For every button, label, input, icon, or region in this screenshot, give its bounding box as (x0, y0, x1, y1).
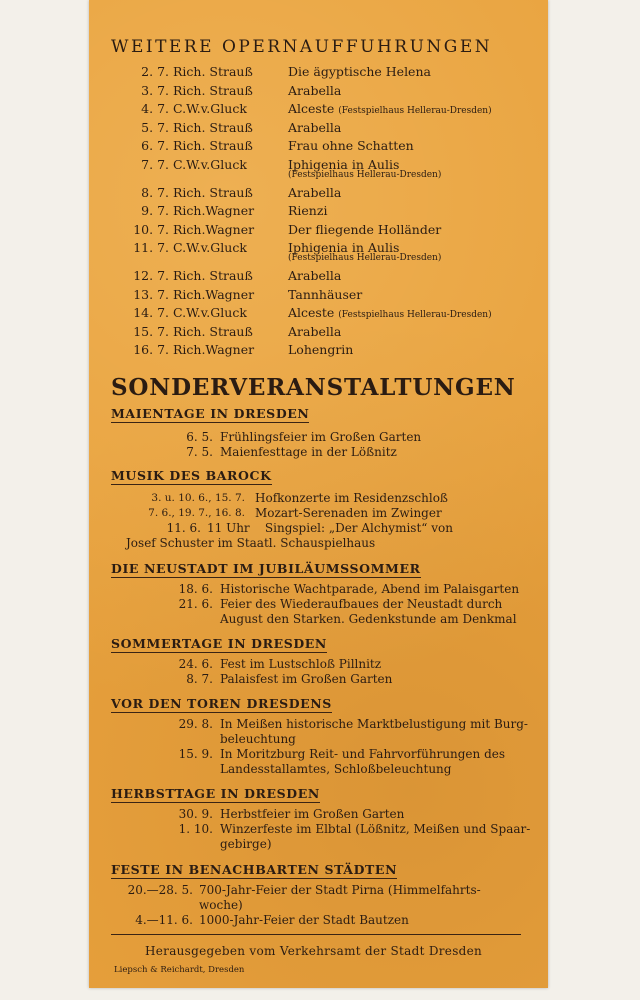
opera-title (288, 120, 543, 135)
event-date: 8. 7. (186, 672, 213, 686)
opera-row (89, 83, 548, 102)
opera-title (288, 324, 543, 339)
section-heading: DIE NEUSTADT IM JUBILÄUMSSOMMER (111, 561, 421, 576)
opera-date: 10. 7. (133, 221, 169, 237)
opera-row (89, 240, 548, 268)
opera-title (288, 203, 543, 218)
printer-imprint: Liepsch & Reichardt, Dresden (114, 965, 245, 975)
opera-date: 2. 7. (141, 64, 169, 79)
event-text: Maienfesttage in der Lößnitz (220, 445, 397, 459)
opera-composer: Rich.Wagner (173, 221, 255, 237)
event-text: Palaisfest im Großen Garten (220, 672, 393, 686)
opera-title-text: Alceste (288, 101, 335, 116)
event-text: Herbstfeier im Großen Garten (220, 807, 405, 821)
opera-title-text: Rienzi (288, 203, 328, 218)
event-date: 20.—28. 5. (127, 883, 193, 897)
event-text: Winzerfeste im Elbtal (Lößnitz, Meißen und Spaar- (220, 822, 531, 836)
opera-composer: C.W.v.Gluck (173, 156, 247, 172)
event-date: 3. u. 10. 6., 15. 7. (151, 492, 245, 504)
event-text: woche) (199, 898, 243, 912)
event-text: In Moritzburg Reit- und Fahrvorführungen des (220, 747, 506, 761)
event-date: 7. 5. (186, 445, 213, 459)
event-text: Fest im Lustschloß Pillnitz (220, 657, 382, 671)
footer-divider (111, 934, 521, 935)
operas-heading: WEITERE OPERNAUFFUHRUNGEN (111, 37, 493, 57)
opera-row (89, 203, 548, 222)
opera-row (89, 157, 548, 185)
opera-title (288, 64, 543, 79)
opera-composer: Rich. Strauß (173, 119, 253, 135)
opera-title-text: Lohengrin (288, 342, 354, 357)
opera-title (288, 185, 543, 200)
opera-date: 9. 7. (141, 203, 169, 218)
opera-date: 5. 7. (141, 119, 169, 135)
opera-date: 11. 7. (133, 240, 169, 255)
events-heading: SONDERVERANSTALTUNGEN (111, 374, 516, 401)
publisher-line: Herausgegeben vom Verkehrsamt der Stadt Dresden (145, 944, 483, 958)
opera-title (288, 305, 543, 320)
event-text: 11 Uhr Singspiel: „Der Alchymist“ von (207, 521, 453, 535)
section-heading: FESTE IN BENACHBARTEN STÄDTEN (111, 862, 398, 877)
venue-note: (Festspielhaus Hellerau-Dresden) (338, 106, 492, 116)
opera-title-text: Iphigenia in Aulis (288, 156, 400, 172)
opera-title-text: Iphigenia in Aulis (288, 240, 400, 255)
opera-title (288, 240, 543, 263)
opera-date: 3. 7. (141, 82, 169, 98)
event-text: Feier des Wiederaufbaues der Neustadt durch (220, 597, 503, 611)
opera-row (89, 101, 548, 120)
event-date: 4.—11. 6. (135, 913, 193, 927)
program-leaflet (89, 0, 548, 988)
opera-date: 15. 7. (133, 323, 169, 339)
opera-title-text: Frau ohne Schatten (288, 138, 414, 153)
opera-title-text: Arabella (288, 268, 342, 283)
event-date: 11. 6. (166, 521, 201, 535)
opera-title (288, 268, 543, 283)
opera-title-text: Die ägyptische Helena (288, 64, 431, 79)
opera-title-text: Der fliegende Holländer (288, 221, 442, 237)
opera-list (89, 64, 548, 361)
opera-date: 8. 7. (141, 184, 169, 200)
opera-composer: Rich.Wagner (173, 203, 255, 218)
event-date: 1. 10. (178, 822, 213, 836)
section-heading: HERBSTTAGE IN DRESDEN (111, 786, 320, 801)
opera-row (89, 222, 548, 241)
opera-composer: Rich.Wagner (173, 286, 255, 302)
opera-row (89, 185, 548, 204)
opera-title-text: Arabella (288, 119, 342, 135)
opera-date: 4. 7. (141, 101, 169, 116)
opera-composer: Rich. Strauß (173, 64, 253, 79)
opera-row (89, 120, 548, 139)
opera-date: 7. 7. (141, 156, 169, 172)
opera-title-text: Alceste (288, 305, 335, 320)
opera-composer: Rich.Wagner (173, 342, 255, 357)
opera-composer: Rich. Strauß (173, 268, 253, 283)
event-text: Frühlingsfeier im Großen Garten (220, 430, 422, 444)
opera-date: 12. 7. (133, 268, 169, 283)
section-heading: VOR DEN TOREN DRESDENS (111, 696, 332, 711)
opera-title (288, 138, 543, 153)
opera-row (89, 138, 548, 157)
opera-date: 13. 7. (133, 286, 169, 302)
opera-title (288, 83, 543, 98)
event-date: 30. 9. (178, 807, 213, 821)
opera-title (288, 287, 543, 302)
event-text: Hofkonzerte im Residenzschloß (255, 491, 448, 505)
section-heading: SOMMERTAGE IN DRESDEN (111, 636, 327, 651)
opera-title-text: Tannhäuser (288, 286, 363, 302)
event-date: 21. 6. (178, 597, 213, 611)
event-text: Landesstallamtes, Schloßbeleuchtung (220, 762, 452, 776)
opera-title-text: Arabella (288, 184, 342, 200)
opera-title-text: Arabella (288, 82, 342, 98)
opera-title (288, 342, 543, 357)
venue-note: (Festspielhaus Hellerau-Dresden) (288, 169, 442, 180)
opera-composer: Rich. Strauß (173, 138, 253, 153)
opera-composer: Rich. Strauß (173, 184, 253, 200)
event-text: In Meißen historische Marktbelustigung mit Burg- (220, 717, 528, 731)
opera-composer: Rich. Strauß (173, 82, 253, 98)
opera-row (89, 305, 548, 324)
opera-composer: Rich. Strauß (173, 323, 253, 339)
event-date: 18. 6. (178, 582, 213, 596)
opera-title (288, 222, 543, 237)
opera-row (89, 268, 548, 287)
event-text: 700-Jahr-Feier der Stadt Pirna (Himmelfahrts- (199, 883, 481, 897)
opera-title (288, 157, 543, 180)
event-text: gebirge) (220, 837, 272, 851)
venue-note: (Festspielhaus Hellerau-Dresden) (288, 253, 442, 263)
opera-date: 16. 7. (133, 342, 169, 357)
opera-row (89, 324, 548, 343)
opera-title-text: Arabella (288, 323, 342, 339)
event-text: beleuchtung (220, 732, 296, 746)
event-text: Josef Schuster im Staatl. Schauspielhaus (126, 536, 376, 550)
opera-composer: C.W.v.Gluck (173, 240, 247, 255)
event-date: 29. 8. (178, 717, 213, 731)
opera-title (288, 101, 543, 116)
event-text: August den Starken. Gedenkstunde am Denkmal (220, 612, 517, 626)
opera-row (89, 64, 548, 83)
venue-note: (Festspielhaus Hellerau-Dresden) (338, 310, 492, 320)
event-text: Mozart-Serenaden im Zwinger (255, 506, 442, 520)
section-heading: MAIENTAGE IN DRESDEN (111, 406, 310, 421)
opera-composer: C.W.v.Gluck (173, 305, 247, 320)
event-text: Historische Wachtparade, Abend im Palaisgarten (220, 582, 520, 596)
event-date: 15. 9. (178, 747, 213, 761)
event-text: 1000-Jahr-Feier der Stadt Bautzen (199, 913, 409, 927)
event-date: 24. 6. (178, 657, 213, 671)
opera-row (89, 287, 548, 306)
opera-date: 14. 7. (133, 305, 169, 320)
section-heading: MUSIK DES BAROCK (111, 468, 272, 483)
event-date: 7. 6., 19. 7., 16. 8. (148, 507, 245, 519)
opera-date: 6. 7. (141, 138, 169, 153)
opera-row (89, 342, 548, 361)
event-date: 6. 5. (186, 430, 213, 444)
opera-composer: C.W.v.Gluck (173, 101, 247, 116)
